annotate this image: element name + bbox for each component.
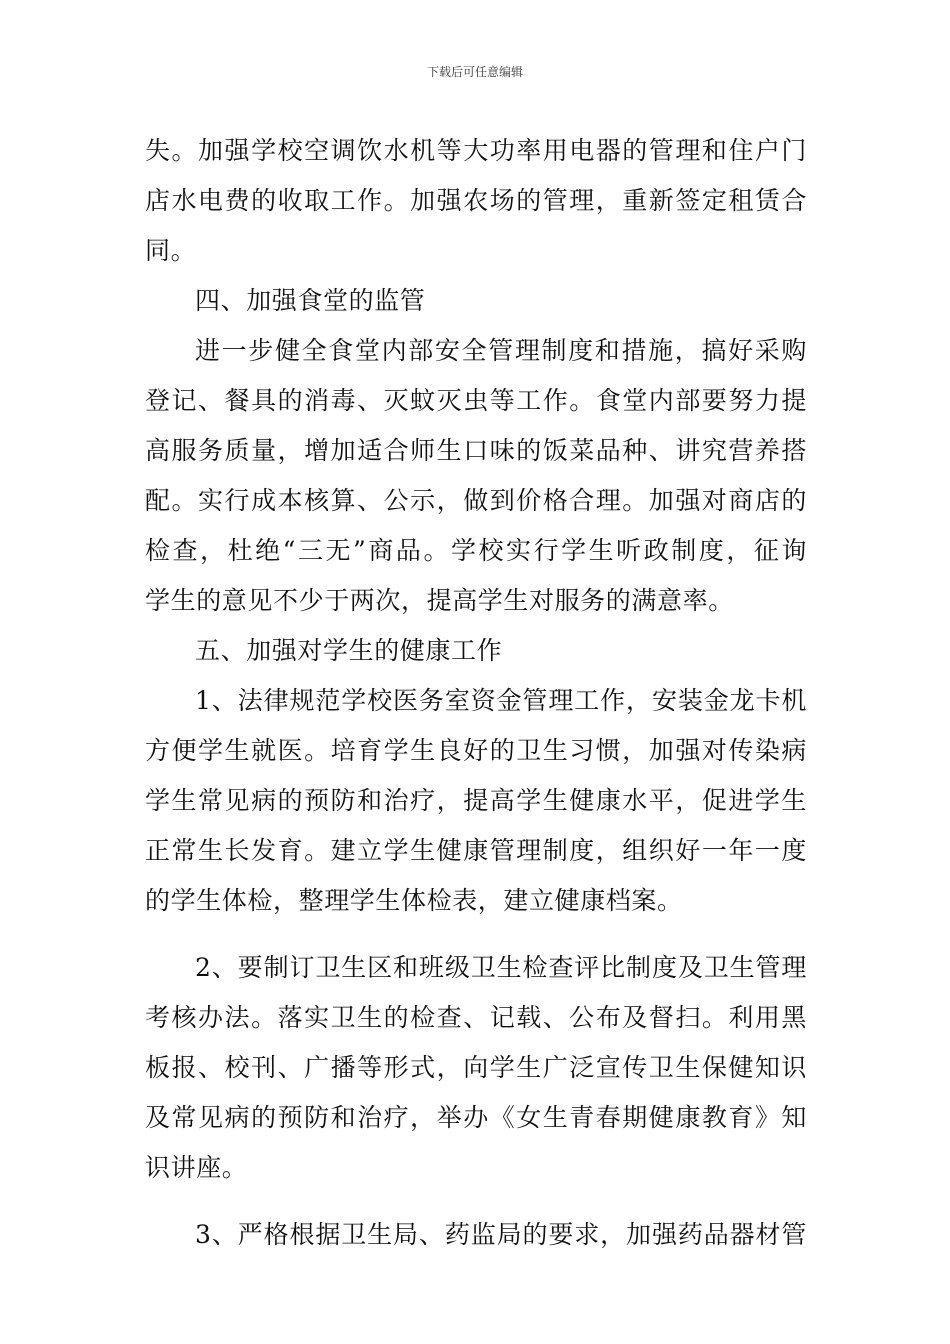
- document-body: [145, 126, 807, 1260]
- text-line: 考核办法。落实卫生的检查、记载、公布及督扫。利用黑: [145, 1003, 807, 1032]
- paragraph-first-line: 1、法律规范学校医务室资金管理工作，安装金龙卡机: [195, 686, 807, 715]
- section-heading: 四、加强食堂的监管: [195, 286, 426, 315]
- text-line: 失。加强学校空调饮水机等大功率用电器的管理和住户门: [145, 136, 807, 165]
- text-line: 检查，杜绝“三无”商品。学校实行学生听政制度，征询: [145, 536, 807, 565]
- paragraph-first-line: 2、要制订卫生区和班级卫生检查评比制度及卫生管理: [195, 953, 807, 982]
- text-line: 登记、餐具的消毒、灭蚊灭虫等工作。食堂内部要努力提: [145, 386, 807, 415]
- text-line: 高服务质量，增加适合师生口味的饭菜品种、讲究营养搭: [145, 436, 807, 465]
- text-line: 方便学生就医。培育学生良好的卫生习惯，加强对传染病: [145, 736, 807, 765]
- text-line: 学生常见病的预防和治疗，提高学生健康水平，促进学生: [145, 786, 807, 815]
- text-line: 识讲座。: [145, 1153, 248, 1182]
- text-line: 学生的意见不少于两次，提高学生对服务的满意率。: [145, 586, 734, 615]
- text-line: 店水电费的收取工作。加强农场的管理，重新签定租赁合: [145, 186, 807, 215]
- paragraph-first-line: 3、严格根据卫生局、药监局的要求，加强药品器材管: [195, 1220, 807, 1249]
- text-line: 的学生体检，整理学生体检表，建立健康档案。: [145, 886, 683, 915]
- text-line: 正常生长发育。建立学生健康管理制度，组织好一年一度: [145, 836, 807, 865]
- text-line: 及常见病的预防和治疗，举办《女生青春期健康教育》知: [145, 1103, 807, 1132]
- paragraph-first-line: 进一步健全食堂内部安全管理制度和措施，搞好采购: [195, 336, 807, 365]
- text-line: 板报、校刊、广播等形式，向学生广泛宣传卫生保健知识: [145, 1053, 807, 1082]
- page-header: 下载后可任意编辑: [426, 65, 523, 79]
- text-line: 配。实行成本核算、公示，做到价格合理。加强对商店的: [145, 486, 807, 515]
- text-line: 同。: [145, 236, 197, 265]
- section-heading: 五、加强对学生的健康工作: [195, 636, 503, 665]
